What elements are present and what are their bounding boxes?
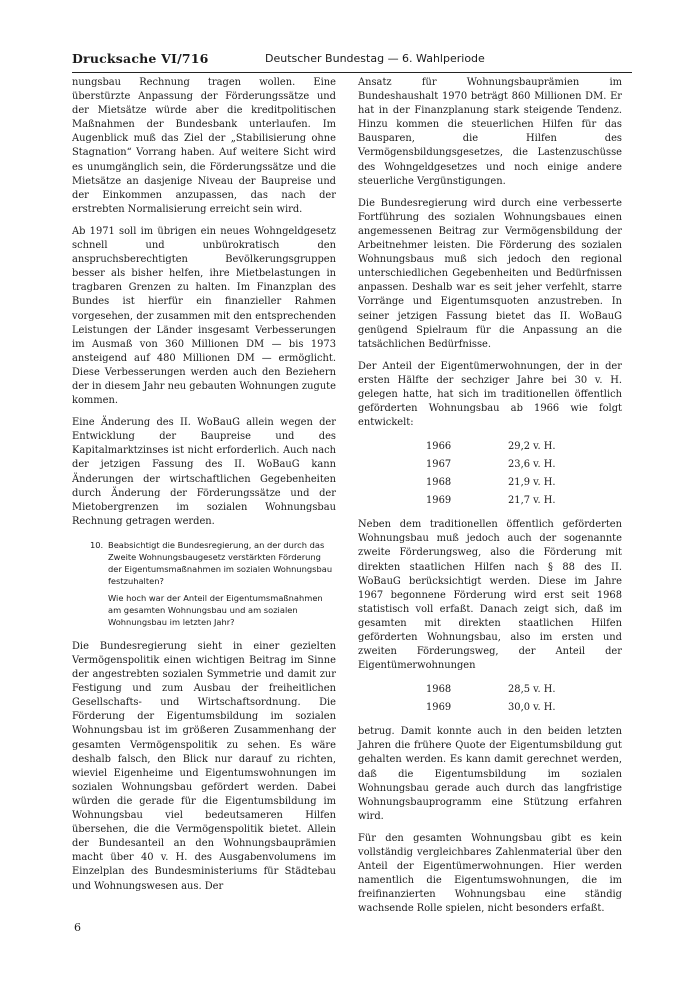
table-row	[426, 681, 556, 699]
left-column	[72, 76, 336, 902]
table-cell-value: 30,0 v. H.	[508, 702, 556, 714]
right-column	[358, 76, 622, 925]
table-cell-value: 21,9 v. H.	[508, 477, 556, 489]
paragraph: Die Bundesregierung wird durch eine verbesserte Fortführung des sozialen Wohnungsbaues einen angemessenen Beitrag zur Vermögensbildung der Arbeitnehmer leisten. Die Förderung des sozialen Wohnungsbaus muß sich jedoch den regional unterschiedlichen Gegebenheiten und Bedürfnissen anpassen. Deshalb war es seit jeher verfehlt, starre Vorränge und Eigentumsquoten anzustreben. In seiner jetzigen Fassung bietet das II. WoBauG genügend Spielraum für die Anpassung an die tatsächlichen Bedürfnisse.	[358, 197, 622, 350]
ownership-share-table-1968-1969	[426, 681, 556, 717]
table-cell-year: 1968	[426, 477, 452, 489]
question-text: Beabsichtigt die Bundesregierung, an der durch das Zweite Wohnungsbaugesetz verstärkten Förderung der Eigentumsmaßnahmen im sozialen Wohnungsbau festzuhalten?	[108, 539, 333, 586]
paragraph: Ansatz für Wohnungsbauprämien im Bundeshaushalt 1970 beträgt 860 Millionen DM. Er hat in der Finanzplanung stark steigende Tendenz. Hinzu kommen die steuerlichen Hilfen für das Bausparen, die Hilfen des Vermögensbildungsgesetzes, die Lastenzuschüsse des Wohngeldgesetzes und noch einige andere steuerliche Vergünstigungen.	[358, 77, 622, 187]
paragraph: betrug. Damit konnte auch in den beiden letzten Jahren die frühere Quote der Eigentumsbildung gut gehalten werden. Es kann damit gerechnet werden, daß die Eigentumsbildung im sozialen Wohnungsbau gerade auch durch das langfristige Wohnungsbauprogramm eine Stützung erfahren wird.	[358, 726, 622, 822]
paragraph: Eine Änderung des II. WoBauG allein wegen der Entwicklung der Baupreise und des Kapitalmarktzinses ist nicht erforderlich. Auch nach der jetzigen Fassung des II. WoBauG kann Änderungen der wirtschaftlichen Gegebenheiten durch Änderung der Förderungssätze und der Mietobergrenzen im sozialen Wohnungsbau Rechnung getragen werden.	[72, 417, 336, 527]
table-cell-value: 23,6 v. H.	[508, 459, 556, 471]
question-text-2: Wie hoch war der Anteil der Eigentumsmaßnahmen am gesamten Wohnungsbau und am sozialen Wohnungsbau im letzten Jahr?	[108, 592, 323, 627]
paragraph: Neben dem traditionellen öffentlich geförderten Wohnungsbau muß jedoch auch der sogenannte zweite Förderungsweg, also die Förderung mit direkten staatlichen Hilfen nach § 88 des II. WoBauG berücksichtigt werden. Diese im Jahre 1967 begonnene Förderung wird erst seit 1968 statistisch voll erfaßt. Danach zeigt sich, daß im gesamten mit direkten staatlichen Hilfen geförderten Wohnungsbau, also im ersten und zweiten Förderungsweg, der Anteil der Eigentümerwohnungen	[358, 519, 622, 672]
paragraph: nungsbau Rechnung tragen wollen. Eine überstürzte Anpassung der Förderungssätze und der Mietsätze würde aber die kreditpolitischen Maßnahmen der Bundesbank unterlaufen. Im Augenblick muß das Ziel der „Stabilisierung ohne Stagnation“ Vorrang haben. Auf weitere Sicht wird es unumgänglich sein, die Förderungssätze und die Mietsätze an dasjenige Niveau der Baupreise und der Einkommen anzupassen, das nach der erstrebten Normalisierung erreicht sein wird.	[72, 77, 336, 215]
table-cell-value: 21,7 v. H.	[508, 495, 556, 507]
table-cell-year: 1968	[426, 684, 452, 696]
question-block	[90, 539, 336, 628]
question-number: 10.	[90, 539, 104, 550]
page-header	[72, 50, 632, 73]
paragraph: Die Bundesregierung sieht in einer gezielten Vermögenspolitik einen wichtigen Beitrag im Sinne der angestrebten sozialen Symmetrie und damit zur Festigung und zum Ausbau der freiheitlichen Gesellschafts- und Wirtschaftsordnung. Die Förderung der Eigentumsbildung im sozialen Wohnungsbau ist im größeren Zusammenhang der gesamten Vermögenspolitik zu sehen. Es wäre deshalb falsch, den Blick nur darauf zu richten, wieviel Eigenheime und Eigentumswohnungen im sozialen Wohnungsbau gefördert werden. Dabei würden die gerade für die Eigentumsbildung im Wohnungsbau viel bedeutsameren Hilfen übersehen, die die Vermögenspolitik bietet. Allein der Bundesanteil an den Wohnungsbauprämien macht über 40 v. H. des Ausgabenvolumens im Einzelplan des Bundesministeriums für Städtebau und Wohnungswesen aus. Der	[72, 640, 336, 892]
table-row	[426, 474, 556, 492]
paragraph: Für den gesamten Wohnungsbau gibt es kein vollständig vergleichbares Zahlenmaterial über den Anteil der Eigentümerwohnungen. Hier werden namentlich die Eigentumswohnungen, die im freifinanzierten Wohnungsbau eine ständig wachsende Rolle spielen, nicht besonders erfaßt.	[358, 832, 622, 915]
table-cell-value: 29,2 v. H.	[508, 441, 556, 453]
table-row	[426, 492, 556, 510]
table-row	[426, 699, 556, 717]
table-cell-value: 28,5 v. H.	[508, 684, 556, 696]
document-number: Drucksache VI/716	[72, 51, 209, 66]
table-row	[426, 438, 556, 456]
ownership-share-table-1966-1969	[426, 438, 556, 510]
paragraph: Der Anteil der Eigentümerwohnungen, der in der ersten Hälfte der sechziger Jahre bei 30 v. H. gelegen hatte, hat sich im traditionellen öffentlich geförderten Wohnungsbau ab 1966 wie folgt entwickelt:	[358, 360, 622, 429]
table-cell-year: 1969	[426, 702, 452, 714]
table-cell-year: 1967	[426, 459, 452, 471]
header-title: Deutscher Bundestag — 6. Wahlperiode	[265, 52, 485, 65]
table-cell-year: 1969	[426, 495, 452, 507]
table-cell-year: 1966	[426, 441, 452, 453]
table-row	[426, 456, 556, 474]
paragraph: Ab 1971 soll im übrigen ein neues Wohngeldgesetz schnell und unbürokratisch den anspruchsberechtigten Bevölkerungsgruppen besser als bisher helfen, ihre Mietbelastungen in tragbaren Grenzen zu halten. Im Finanzplan des Bundes ist hierfür ein finanzieller Rahmen vorgesehen, der zusammen mit den entsprechenden Leistungen der Länder insgesamt Verbesserungen im Ausmaß von 360 Millionen DM — bis 1973 ansteigend auf 480 Millionen DM — ermöglicht. Diese Verbesserungen werden auch den Beziehern der in diesem Jahr neu gebauten Wohnungen zugute kommen.	[72, 225, 336, 407]
page-number: 6	[74, 921, 81, 934]
